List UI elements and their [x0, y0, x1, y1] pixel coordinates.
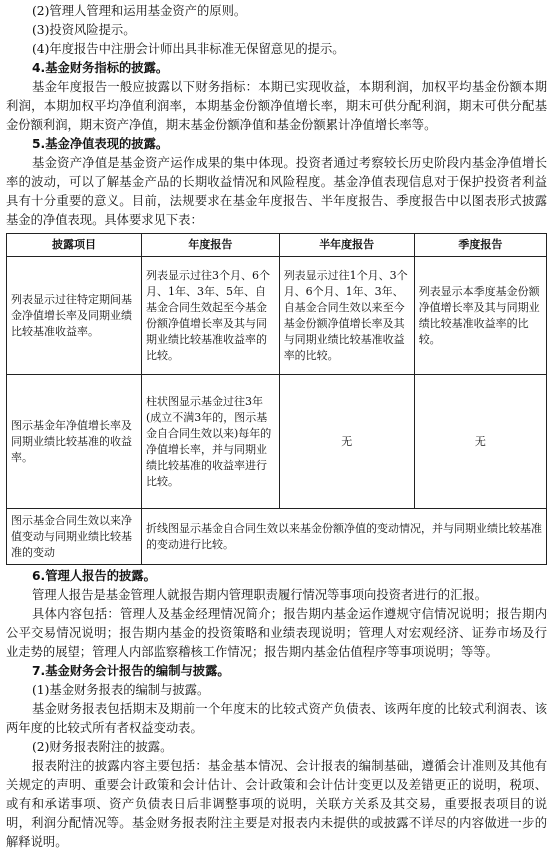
subsection-heading: (1)基金财务报表的编制与披露。	[32, 683, 210, 697]
table-row	[7, 509, 547, 565]
table-cell: 无	[279, 375, 414, 509]
disclosure-table	[6, 233, 547, 565]
subsection-heading: (2)财务报表附注的披露。	[32, 740, 173, 754]
table-row	[7, 257, 547, 375]
list-item: (3)投资风险提示。	[32, 23, 136, 37]
table-cell: 图示基金年净值增长率及同期业绩比较基准的收益率。	[7, 375, 142, 509]
list-item: (2)管理人管理和运用基金资产的原则。	[32, 4, 247, 18]
table-cell: 无	[414, 375, 546, 509]
table-cell: 列表显示过往3个月、6个月、1年、3年、5年、自基金合同生效起至今基金份额净值增长率及其与同期业绩比较基准收益率的比较。	[142, 257, 280, 375]
paragraph: 管理人报告是基金管理人就报告期内管理职责履行情况等事项向投资者进行的汇报。	[32, 588, 487, 602]
table-cell: 图示基金合同生效以来净值变动与同期业绩比较基准的变动	[7, 509, 142, 565]
paragraph: 报表附注的披露内容主要包括：基金基本情况、会计报表的编制基础，遵循会计准则及其他有关规定的声明、重要会计政策和会计估计、会计政策和会计估计变更以及差错更正的说明，税项、或有和承诺事项、资产负债表日后非调整事项的说明，关联方关系及其交易，重要报表项目的说明，利润分配情况等。基金财务报表附注主要是对报表内未提供的或披露不详尽的内容做进一步的解释说明。	[6, 759, 547, 849]
table-header-row	[7, 234, 547, 257]
table-cell: 列表显示过往1个月、3个月、6个月、1年、3年、自基金合同生效以来至今基金份额净值增长率及其与同期业绩比较基准收益率的比较。	[279, 257, 414, 375]
paragraph: 具体内容包括：管理人及基金经理情况简介；报告期内基金运作遵规守信情况说明；报告期内公平交易情况说明；报告期内基金的投资策略和业绩表现说明；管理人对宏观经济、证券市场及行业走势的展望；管理人内部监察稽核工作情况；报告期内基金估值程序等事项说明；等等。	[6, 607, 547, 659]
section-heading: 5.基金净值表现的披露。	[32, 137, 169, 151]
table-header: 披露项目	[7, 234, 142, 257]
paragraph: 基金财务报表包括期末及期前一个年度末的比较式资产负债表、该两年度的比较式利润表、该两年度的比较式所有者权益变动表。	[6, 702, 547, 735]
table-cell: 列表显示本季度基金份额净值增长率及其与同期业绩比较基准收益率的比较。	[414, 257, 546, 375]
list-item: (4)年度报告中注册会计师出具非标准无保留意见的提示。	[32, 42, 345, 56]
table-cell-merged: 折线图显示基金自合同生效以来基金份额净值的变动情况，并与同期业绩比较基准的变动进行比较。	[142, 509, 547, 565]
table-header: 半年度报告	[279, 234, 414, 257]
paragraph: 基金年度报告一般应披露以下财务指标：本期已实现收益，本期利润，加权平均基金份额本期利润，本期加权平均净值利润率，本期基金份额净值增长率，期末可供分配利润，期末可供分配基金份额利润，期末资产净值，期末基金份额净值和基金份额累计净值增长率等。	[6, 80, 547, 132]
section-heading: 6.管理人报告的披露。	[32, 569, 156, 583]
section-heading: 7.基金财务会计报告的编制与披露。	[32, 664, 230, 678]
table-row	[7, 375, 547, 509]
table-header: 年度报告	[142, 234, 280, 257]
table-cell: 柱状图显示基金过往3年(成立不满3年的，图示基金自合同生效以来)每年的净值增长率，并与同期业绩比较基准的收益率进行比较。	[142, 375, 280, 509]
table-header: 季度报告	[414, 234, 546, 257]
section-heading: 4.基金财务指标的披露。	[32, 61, 169, 75]
paragraph: 基金资产净值是基金资产运作成果的集中体现。投资者通过考察较长历史阶段内基金净值增长率的波动，可以了解基金产品的长期收益情况和风险程度。基金净值表现信息对于保护投资者利益具有十分重要的意义。目前，法规要求在基金年度报告、半年度报告、季度报告中以图表形式披露基金的净值表现。具体要求见下表：	[6, 156, 547, 227]
table-cell: 列表显示过往特定期间基金净值增长率及同期业绩比较基准收益率。	[7, 257, 142, 375]
